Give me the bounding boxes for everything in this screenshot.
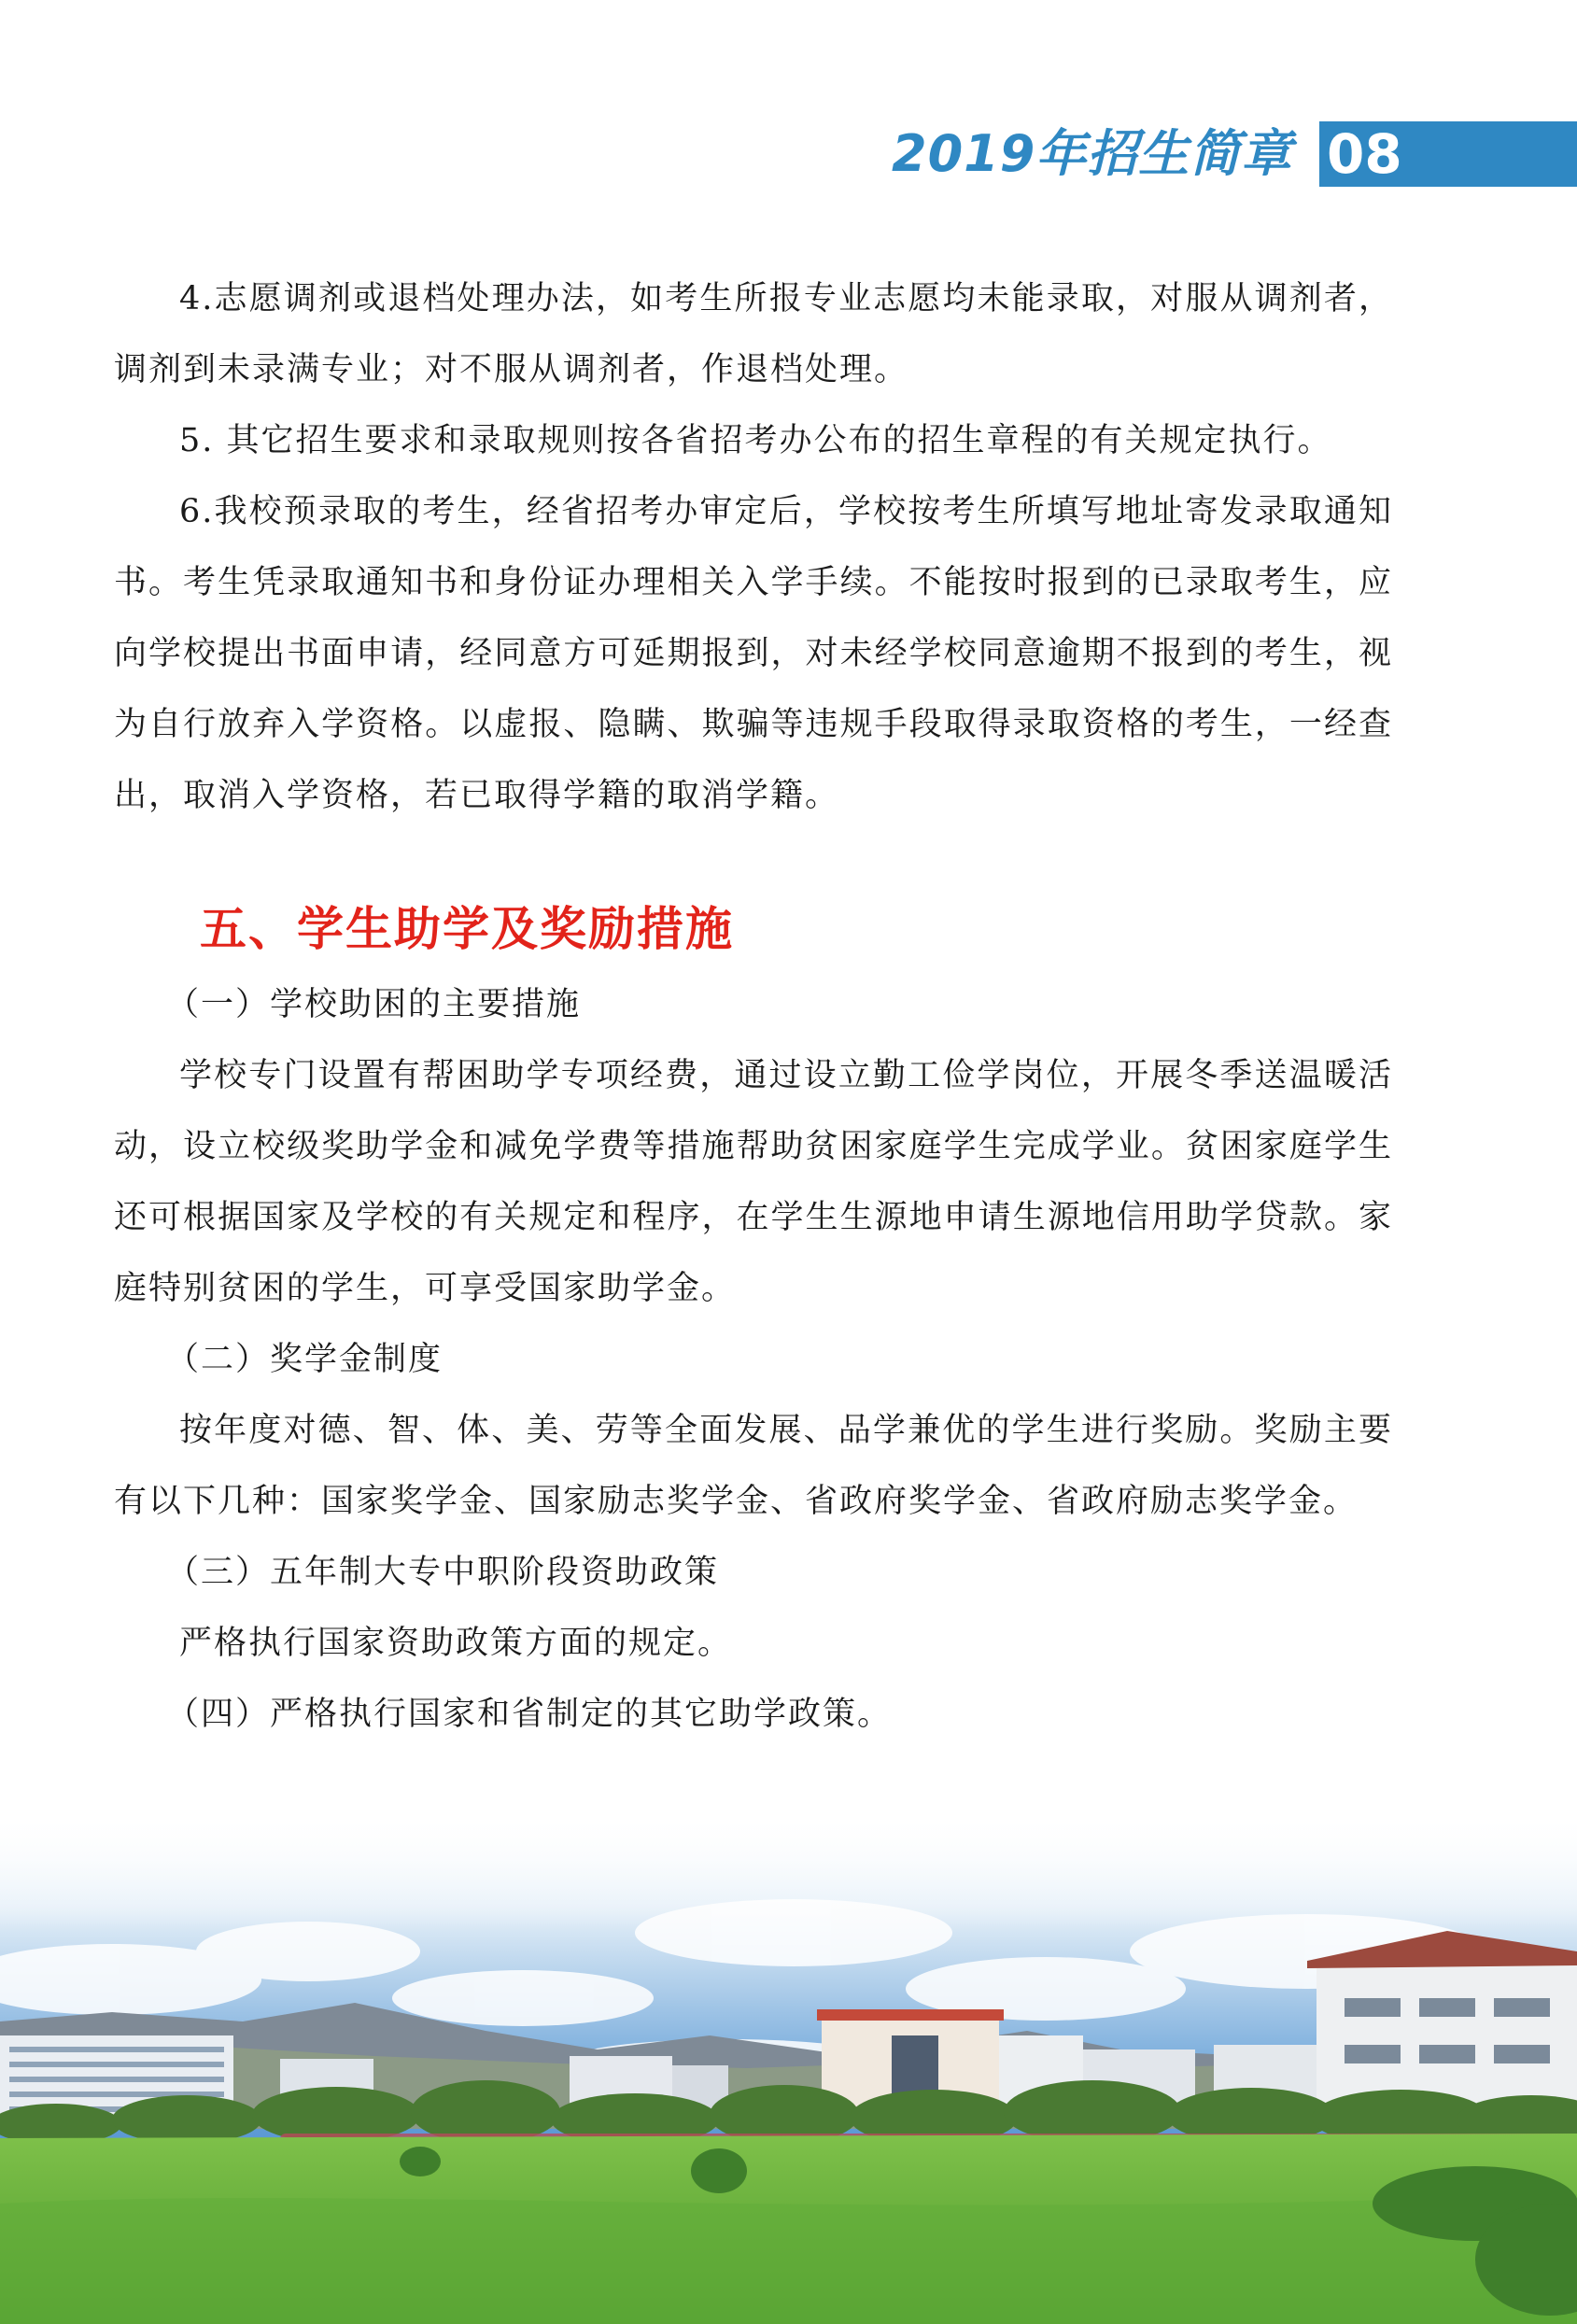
body-text bbox=[114, 263, 1393, 1750]
subheading-1: （一）学校助困的主要措施 bbox=[166, 986, 582, 1023]
section-paragraph-1: 学校专门设置有帮困助学专项经费，通过设立勤工俭学岗位，开展冬季送温暖活动，设立校级奖助学金和减免学费等措施帮助贫困家庭学生完成学业。贫困家庭学生还可根据国家及学校的有关规定和程序，在学生生源地申请生源地信用助学贷款。家庭特别贫困的学生，可享受国家助学金。 bbox=[114, 1057, 1393, 1307]
paragraph-4: 4.志愿调剂或退档处理办法，如考生所报专业志愿均未能录取，对服从调剂者，调剂到未录满专业；对不服从调剂者，作退档处理。 bbox=[114, 280, 1393, 388]
section-paragraph-3: 严格执行国家资助政策方面的规定。 bbox=[179, 1625, 733, 1662]
subheading-3: （三）五年制大专中职阶段资助政策 bbox=[166, 1554, 720, 1591]
section-title: 五、学生助学及奖励措施 bbox=[200, 902, 734, 956]
paragraph-6: 6.我校预录取的考生，经省招考办审定后，学校按考生所填写地址寄发录取通知书。考生凭录取通知书和身份证办理相关入学手续。不能按时报到的已录取考生，应向学校提出书面申请，经同意方可延期报到，对未经学校同意逾期不报到的考生，视为自行放弃入学资格。以虚报、隐瞒、欺骗等违规手段取得录取资格的考生，一经查出，取消入学资格，若已取得学籍的取消学籍。 bbox=[114, 493, 1393, 814]
brochure-title: 2019年招生简章 bbox=[892, 124, 1293, 183]
subheading-2: （二）奖学金制度 bbox=[166, 1341, 444, 1378]
page-number: 08 bbox=[1327, 122, 1402, 186]
paragraph-5: 5. 其它招生要求和录取规则按各省招考办公布的招生章程的有关规定执行。 bbox=[179, 422, 1332, 459]
section-paragraph-2: 按年度对德、智、体、美、劳等全面发展、品学兼优的学生进行奖励。奖励主要有以下几种：国家奖学金、国家励志奖学金、省政府奖学金、省政府励志奖学金。 bbox=[114, 1412, 1393, 1520]
subheading-4: （四）严格执行国家和省制定的其它助学政策。 bbox=[166, 1696, 893, 1733]
campus-photo bbox=[0, 1811, 1577, 2324]
